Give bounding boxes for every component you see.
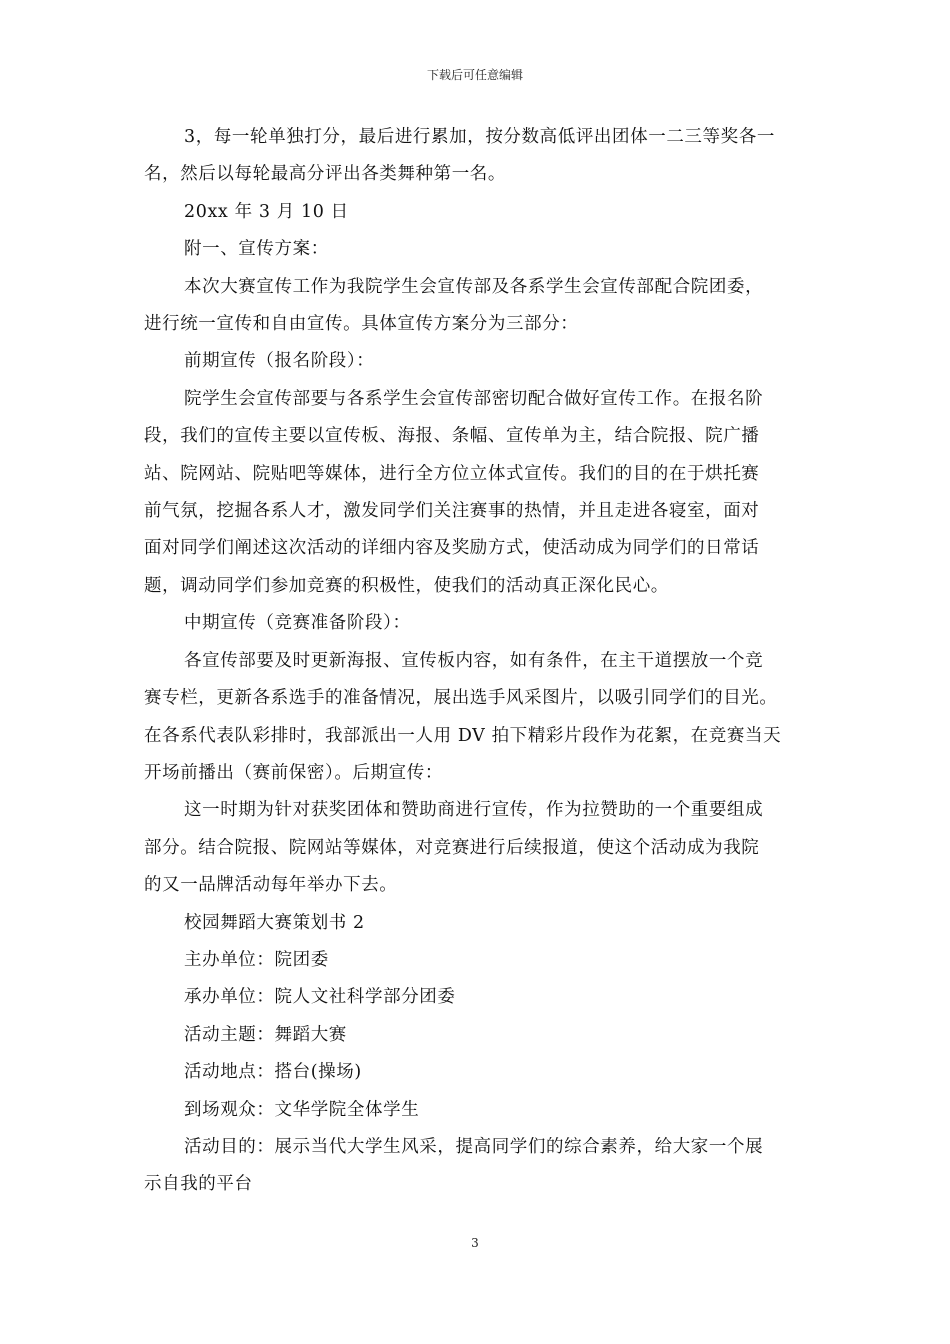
text-line: 3，每一轮单独打分，最后进行累加，按分数高低评出团体一二三等奖各一: [184, 127, 775, 147]
text-line: 题，调动同学们参加竞赛的积极性，使我们的活动真正深化民心。: [144, 575, 669, 596]
document-body: [144, 119, 808, 1204]
text-line: 活动主题：舞蹈大赛: [184, 1024, 347, 1045]
text-line: 各宣传部要及时更新海报、宣传板内容，如有条件，在主干道摆放一个竞: [184, 650, 764, 671]
section-heading: 前期宣传（报名阶段）：: [184, 351, 375, 372]
text-line: 部分。结合院报、院网站等媒体，对竞赛进行后续报道，使这个活动成为我院: [144, 837, 760, 858]
text-line: 本次大赛宣传工作为我院学生会宣传部及各系学生会宣传部配合院团委，: [184, 276, 764, 297]
section-title: 校园舞蹈大赛策划书 2: [184, 912, 365, 933]
text-line: 的又一品牌活动每年举办下去。: [144, 875, 398, 896]
page-header: 下载后可任意编辑: [426, 68, 523, 82]
page-number: 3: [471, 1236, 479, 1250]
text-line: 院学生会宣传部要与各系学生会宣传部密切配合做好宣传工作。在报名阶: [184, 388, 764, 409]
text-line: 名，然后以每轮最高分评出各类舞种第一名。: [144, 164, 506, 185]
text-line: 活动目的：展示当代大学生风采，提高同学们的综合素养，给大家一个展: [184, 1136, 764, 1157]
text-line: 到场观众：文华学院全体学生: [184, 1099, 420, 1120]
text-line: 这一时期为针对获奖团体和赞助商进行宣传，作为拉赞助的一个重要组成: [184, 800, 764, 821]
text-line: 在各系代表队彩排时，我部派出一人用 DV 拍下精彩片段作为花絮，在竞赛当天: [144, 725, 782, 746]
text-line: 站、院网站、院贴吧等媒体，进行全方位立体式宣传。我们的目的在于烘托赛: [144, 463, 760, 484]
text-line: 面对同学们阐述这次活动的详细内容及奖励方式，使活动成为同学们的日常话: [144, 538, 760, 559]
text-line: 进行统一宣传和自由宣传。具体宣传方案分为三部分：: [144, 314, 579, 335]
text-line: 段，我们的宣传主要以宣传板、海报、条幅、宣传单为主，结合院报、院广播: [144, 426, 760, 447]
body-text: [144, 119, 808, 1204]
text-line: 示自我的平台: [144, 1174, 253, 1195]
text-line: 前气氛，挖掘各系人才，激发同学们关注赛事的热情，并且走进各寝室，面对: [144, 501, 760, 522]
section-heading: 中期宣传（竞赛准备阶段）：: [184, 613, 411, 634]
date-line: 20xx 年 3 月 10 日: [184, 201, 349, 222]
text-line: 活动地点：搭台(操场): [184, 1062, 362, 1083]
text-line: 承办单位：院人文社科学部分团委: [184, 987, 456, 1008]
text-line: 主办单位：院团委: [184, 949, 329, 970]
text-line: 开场前播出（赛前保密）。后期宣传：: [144, 762, 443, 783]
section-heading: 附一、宣传方案：: [184, 239, 329, 260]
text-line: 赛专栏，更新各系选手的准备情况，展出选手风采图片，以吸引同学们的目光。: [144, 688, 778, 709]
